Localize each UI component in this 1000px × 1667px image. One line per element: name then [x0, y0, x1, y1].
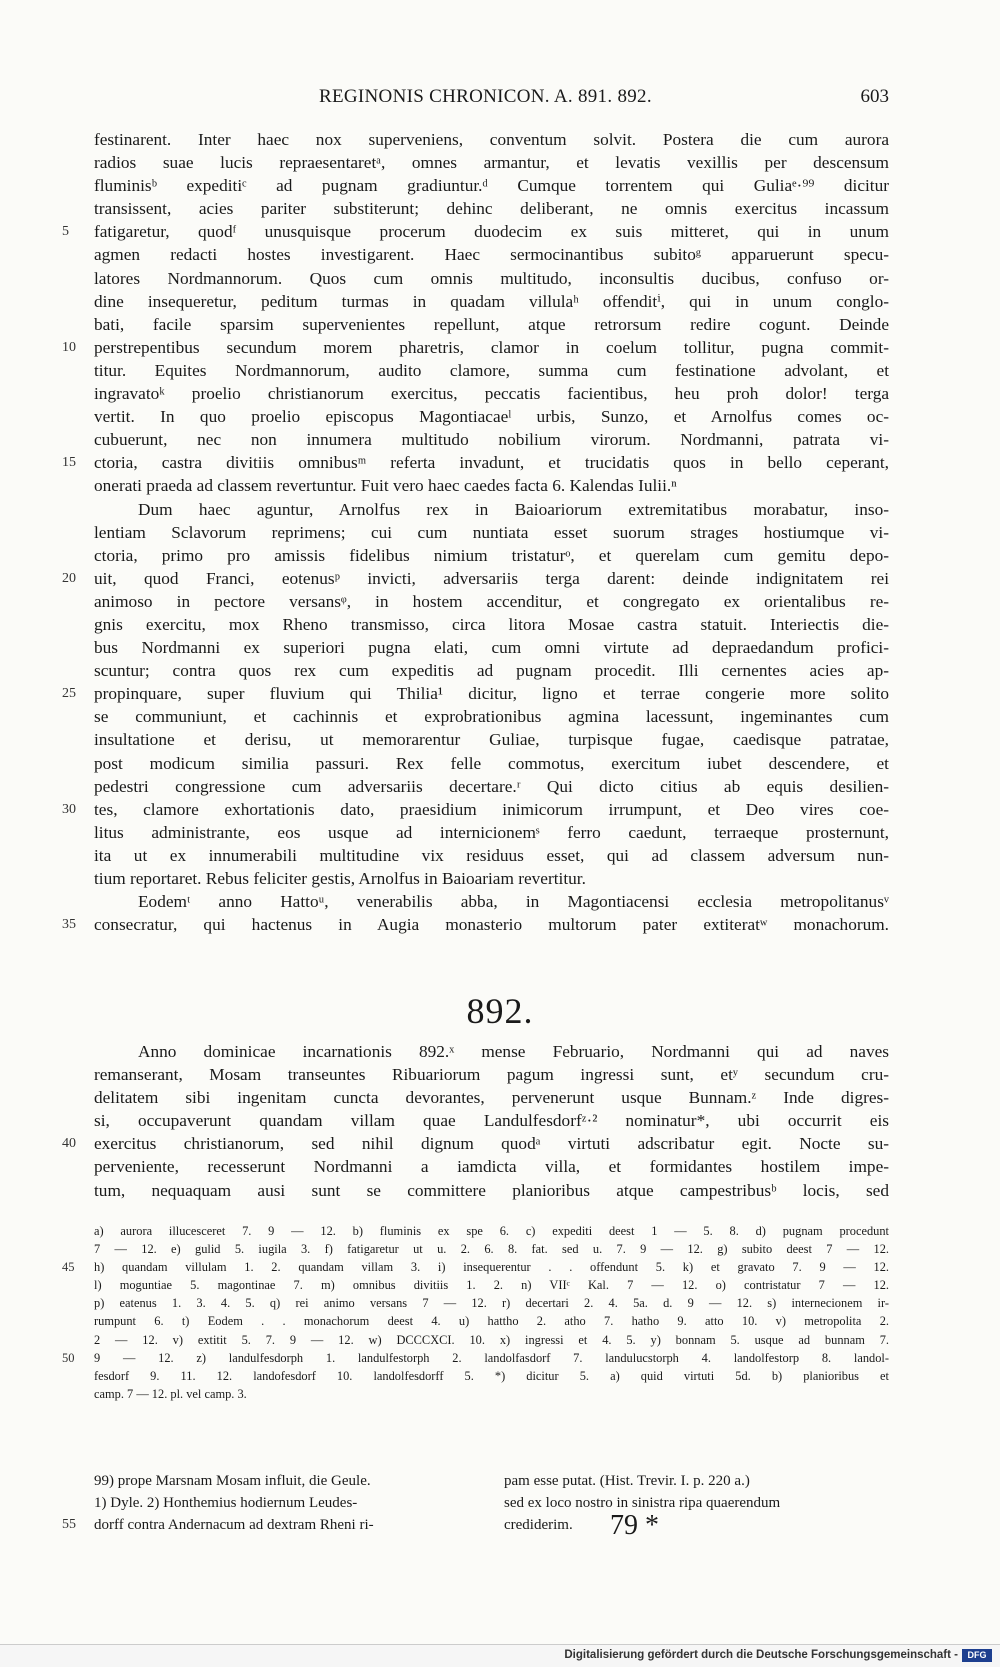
- text-line: perveniente, recesserunt Nordmanni a iamdicta villa, et formidantes hostilem impe-: [94, 1157, 889, 1177]
- text-line: festinarent. Inter haec nox superveniens, conventum solvit. Postera die cum aurora: [94, 130, 889, 149]
- commentary-line: pam esse putat. (Hist. Trevir. I. p. 220 a.): [504, 1473, 750, 1489]
- text-line: ita ut ex innumerabili multitudine vix residuus esset, qui ad classem adversum nun-: [94, 845, 889, 865]
- footnote-line: h) quandam villulam 1. 2. quandam villam 3. i) insequerentur . . offendunt 5. k) et gravato 7. 9 — 12.: [94, 1260, 889, 1275]
- commentary-line: crediderim.: [504, 1517, 573, 1533]
- header-title: REGINONIS CHRONICON. A. 891. 892.: [319, 86, 652, 107]
- text-line: scuntur; contra quos rex cum expeditis ad pugnam procedit. Illi cernentes acies ap-: [94, 661, 889, 681]
- text-line: tes, clamore exhortationis dato, praesidium inimicorum irrumpunt, et Deo vires coe-: [94, 799, 889, 819]
- funding-credit: Digitalisierung gefördert durch die Deutsche Forschungsgemeinschaft -: [564, 1649, 958, 1661]
- text-line: ctoria, castra divitiis omnibusᵐ referta invadunt, et trucidatis quos in bello ceperant,: [94, 453, 889, 473]
- commentary-left-column: [62, 1470, 479, 1536]
- text-line: post modicum similia passuri. Rex felle commotus, exercitum iubet descendere, et: [94, 753, 889, 773]
- text-line: latores Nordmannorum. Quos cum omnis multitudo, inconsultis ducibus, confuso or-: [94, 268, 889, 288]
- main-text-891: [0, 128, 1000, 936]
- critical-apparatus: [0, 1222, 1000, 1403]
- signature-mark: 79 *: [610, 1510, 659, 1541]
- text-line: remanserant, Mosam transeuntes Ribuariorum pagum ingressi sunt, etʸ secundum cru-: [94, 1065, 889, 1085]
- dfg-logo: DFG: [962, 1649, 992, 1662]
- text-line: propinquare, super fluvium qui Thilia¹ dicitur, ligno et terrae congerie more solito: [94, 684, 889, 704]
- text-line: delitatem sibi ingenitam cuncta devorantes, pervenerunt usque Bunnam.ᶻ Inde digres-: [94, 1088, 889, 1108]
- text-line: Anno dominicae incarnationis 892.ˣ mense Februario, Nordmanni qui ad naves: [138, 1042, 889, 1061]
- line-number: 30: [62, 801, 76, 817]
- line-number: 50: [62, 1350, 75, 1365]
- footnote-line: p) eatenus 1. 3. 4. 5. q) rei animo versans 7 — 12. r) decertari 2. 4. 5a. d. 9 — 12. s) internecionem ir-: [94, 1296, 889, 1311]
- page-number: 603: [860, 86, 889, 107]
- text-line: uit, quod Franci, eotenusᵖ invicti, adversariis terga darent: deinde indignitatem rei: [94, 568, 889, 588]
- digitization-footer: [0, 1644, 1000, 1667]
- text-line: transissent, acies pariter substiterunt; dehinc deliberant, ne omnis exercitus incassum: [94, 199, 889, 219]
- text-line: si, occupaverunt quandam villam quae Landulfesdorfᶻ·² nominatur*, ubi occurrit eis: [94, 1111, 889, 1131]
- text-line: cubuerunt, nec non innumera multitudo nobilium virorum. Nordmanni, patrata vi-: [94, 430, 889, 450]
- text-line: fluminisᵇ expeditiᶜ ad pugnam gradiuntur.ᵈ Cumque torrentem qui Guliaᵉ·⁹⁹ dicitur: [94, 176, 889, 196]
- line-number: 45: [62, 1260, 75, 1275]
- line-number: 40: [62, 1136, 76, 1152]
- text-line: dine insequeretur, peditum turmas in quadam villulaʰ offenditⁱ, qui in unum conglo-: [94, 291, 889, 311]
- text-line: tium reportaret. Rebus feliciter gestis, Arnolfus in Baioariam revertitur.: [94, 869, 586, 888]
- commentary-line: sed ex loco nostro in sinistra ripa quaerendum: [504, 1495, 781, 1511]
- text-line: vertit. In quo proelio episcopus Magontiacaeˡ urbis, Sunzo, et Arnolfus comes oc-: [94, 407, 889, 427]
- text-line: titur. Equites Nordmannorum, audito clamore, summa cum festinatione advolant, et: [94, 360, 889, 380]
- text-line: lentiam Sclavorum reprimens; cui cum nuntiata esset suorum strages hostiumque vi-: [94, 522, 889, 542]
- text-line: ctoria, primo pro amissis fidelibus nimium tristaturᵒ, et querelam cum gemitu depo-: [94, 545, 889, 565]
- footnote-line: a) aurora illucesceret 7. 9 — 12. b) fluminis ex spe 6. c) expediti deest 1 — 5. 8. d) pugnam procedunt: [94, 1224, 889, 1238]
- footnote-line: 2 — 12. v) extitit 5. 7. 9 — 12. w) DCCCXCI. 10. x) ingressi et 4. 5. y) bonnam 5. usque ad bunnam 7.: [94, 1332, 889, 1347]
- line-number: 35: [62, 917, 76, 933]
- commentary-line: 99) prope Marsnam Mosam influit, die Geule.: [94, 1473, 371, 1489]
- footnote-line: l) moguntiae 5. magontinae 7. m) omnibus divitiis 1. 2. n) VIIᶜ Kal. 7 — 12. o) contristatur 7 — 12.: [94, 1278, 889, 1293]
- text-line: animoso in pectore versansᵠ, in hostem accenditur, et congregato ex orientalibus re-: [94, 591, 889, 611]
- footnote-line: 9 — 12. z) landulfesdorph 1. landulfestorph 2. landolfasdorf 7. landulucstorph 4. landolfestorp 8. landol-: [94, 1350, 889, 1365]
- text-line: ingravatoᵏ proelio christianorum exercitus, peccatis facientibus, heu proh dolor! terga: [94, 384, 889, 404]
- text-line: agmen redacti hostes investigarent. Haec sermocinantibus subitoᵍ apparuerunt specu-: [94, 245, 889, 265]
- footnote-line: fesdorf 9. 11. 12. landofesdorf 10. landolfesdorff 5. *) dicitur 5. a) quid virtuti 5d. b) planioribus et: [94, 1368, 889, 1383]
- text-line: litus administrante, eos usque ad internicionemˢ ferro caedunt, terraeque prosternunt,: [94, 822, 889, 842]
- commentary-text: dorff contra Andernacum ad dextram Rheni ri-: [94, 1517, 374, 1533]
- line-number: 20: [62, 570, 76, 586]
- text-line: exercitus christianorum, sed nihil dignum quodᵃ virtuti adscribatur egit. Nocte su-: [94, 1134, 889, 1154]
- line-number: 55: [62, 1517, 76, 1532]
- text-line: bus Nordmanni ex superiori pugna elati, cum omni virtute ad depraedandum profici-: [94, 638, 889, 658]
- text-line: gnis exercitu, mox Rheno transmisso, circa litora Mosae castra statuit. Interiectis die-: [94, 614, 889, 634]
- text-line: fatigaretur, quodᶠ unusquisque procerum duodecim ex suis mitteret, qui in unum: [94, 222, 889, 242]
- line-number: 25: [62, 686, 76, 702]
- commentary-line: [62, 1514, 479, 1536]
- line-number: 15: [62, 455, 76, 471]
- text-line: tum, nequaquam ausi sunt se committere planioribus atque campestribusᵇ locis, sed: [94, 1180, 889, 1200]
- line-number: 5: [62, 224, 69, 240]
- main-text-892: [0, 1040, 1000, 1202]
- footnote-line: camp. 7 — 12. pl. vel camp. 3.: [94, 1386, 247, 1401]
- line-number: 10: [62, 339, 76, 355]
- year-heading: 892.: [466, 991, 534, 1031]
- text-line: se communiunt, et cachinnis et exprobrationibus agmina lacessunt, ingeminantes cum: [94, 707, 889, 727]
- text-line: insultatione et derisu, ut memorarentur Guliae, turpisque fugae, caedisque patratae,: [94, 730, 889, 750]
- text-line: radios suae lucis repraesentaretᵃ, omnes armantur, et levatis vexillis per descensum: [94, 153, 889, 173]
- commentary-line: 1) Dyle. 2) Honthemius hodiernum Leudes-: [94, 1495, 358, 1511]
- text-line: perstrepentibus secundum morem pharetris, clamor in coelum tollitur, pugna commit-: [94, 337, 889, 357]
- text-line: Dum haec aguntur, Arnolfus rex in Baioariorum extremitatibus morabatur, inso-: [138, 499, 889, 519]
- running-header: [94, 86, 889, 114]
- text-line: bati, facile sparsim supervenientes repellunt, atque retrorsum redire cogunt. Deinde: [94, 314, 889, 334]
- text-line: onerati praeda ad classem revertuntur. Fuit vero haec caedes facta 6. Kalendas Iulii.ⁿ: [94, 476, 677, 496]
- text-line: pedestri congressione cum adversariis decertare.ʳ Qui dicto citius ab equis desilien-: [94, 776, 889, 796]
- footnote-line: 7 — 12. e) gulid 5. iugila 3. f) fatigaretur ut u. 2. 6. 8. fat. sed u. 7. 9 — 12. g) subito deest 7 — 12.: [94, 1242, 889, 1257]
- text-line: Eodemᵗ anno Hattoᵘ, venerabilis abba, in Magontiacensi ecclesia metropolitanusᵛ: [138, 892, 889, 912]
- text-line: consecratur, qui hactenus in Augia monasterio multorum pater extiteratʷ monachorum.: [94, 915, 889, 935]
- footnote-line: rumpunt 6. t) Eodem . . monachorum deest 4. u) hattho 2. atho 7. hatho 9. atto 10. v) metropolita 2.: [94, 1314, 889, 1329]
- commentary-right-column: [504, 1470, 889, 1536]
